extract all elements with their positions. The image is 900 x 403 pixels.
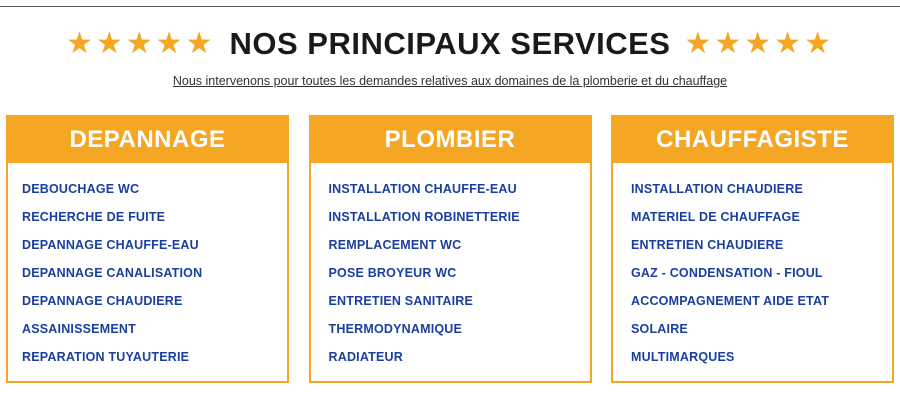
list-item[interactable]: DEPANNAGE CHAUFFE-EAU	[22, 238, 199, 253]
list-item[interactable]: GAZ - CONDENSATION - FIOUL	[631, 266, 823, 281]
list-item[interactable]: INSTALLATION CHAUDIERE	[631, 182, 803, 197]
list-item[interactable]: POSE BROYEUR WC	[328, 266, 457, 281]
service-card-plombier	[309, 115, 592, 383]
list-item[interactable]: DEPANNAGE CHAUDIERE	[22, 294, 183, 309]
list-item[interactable]: DEPANNAGE CANALISATION	[22, 266, 203, 281]
page-subtitle: Nous intervenons pour toutes les demandes relatives aux domaines de la plomberie et du chauffage	[172, 74, 728, 88]
card-body-chauffagiste	[613, 163, 892, 381]
list-item[interactable]: DEBOUCHAGE WC	[22, 182, 140, 197]
list-item[interactable]: RECHERCHE DE FUITE	[22, 210, 166, 225]
list-item[interactable]: REMPLACEMENT WC	[328, 238, 462, 253]
list-item[interactable]: SOLAIRE	[631, 322, 688, 337]
list-item[interactable]: ACCOMPAGNEMENT AIDE ETAT	[631, 294, 830, 309]
stars-left-icon: ★★★★★	[66, 27, 216, 60]
card-body-depannage	[8, 163, 287, 381]
card-heading-chauffagiste: CHAUFFAGISTE	[613, 117, 892, 163]
stars-right-icon: ★★★★★	[684, 27, 834, 60]
top-divider	[0, 6, 900, 7]
list-item[interactable]: REPARATION TUYAUTERIE	[22, 350, 190, 365]
service-card-depannage	[6, 115, 289, 383]
list-item[interactable]: ENTRETIEN CHAUDIERE	[631, 238, 784, 253]
list-item[interactable]: ASSAINISSEMENT	[22, 322, 136, 337]
list-item[interactable]: MULTIMARQUES	[631, 350, 735, 365]
services-columns	[6, 115, 894, 383]
list-item[interactable]: INSTALLATION ROBINETTERIE	[328, 210, 520, 225]
list-item[interactable]: RADIATEUR	[328, 350, 403, 365]
list-item[interactable]: ENTRETIEN SANITAIRE	[328, 294, 474, 309]
title-row	[0, 26, 900, 62]
card-heading-plombier: PLOMBIER	[311, 117, 590, 163]
page-title: NOS PRINCIPAUX SERVICES	[229, 26, 671, 61]
list-item[interactable]: INSTALLATION CHAUFFE-EAU	[328, 182, 517, 197]
list-item[interactable]: MATERIEL DE CHAUFFAGE	[631, 210, 801, 225]
list-item[interactable]: THERMODYNAMIQUE	[328, 322, 463, 337]
page-header	[0, 26, 900, 88]
card-body-plombier	[311, 163, 590, 381]
service-card-chauffagiste	[611, 115, 894, 383]
card-heading-depannage: DEPANNAGE	[8, 117, 287, 163]
